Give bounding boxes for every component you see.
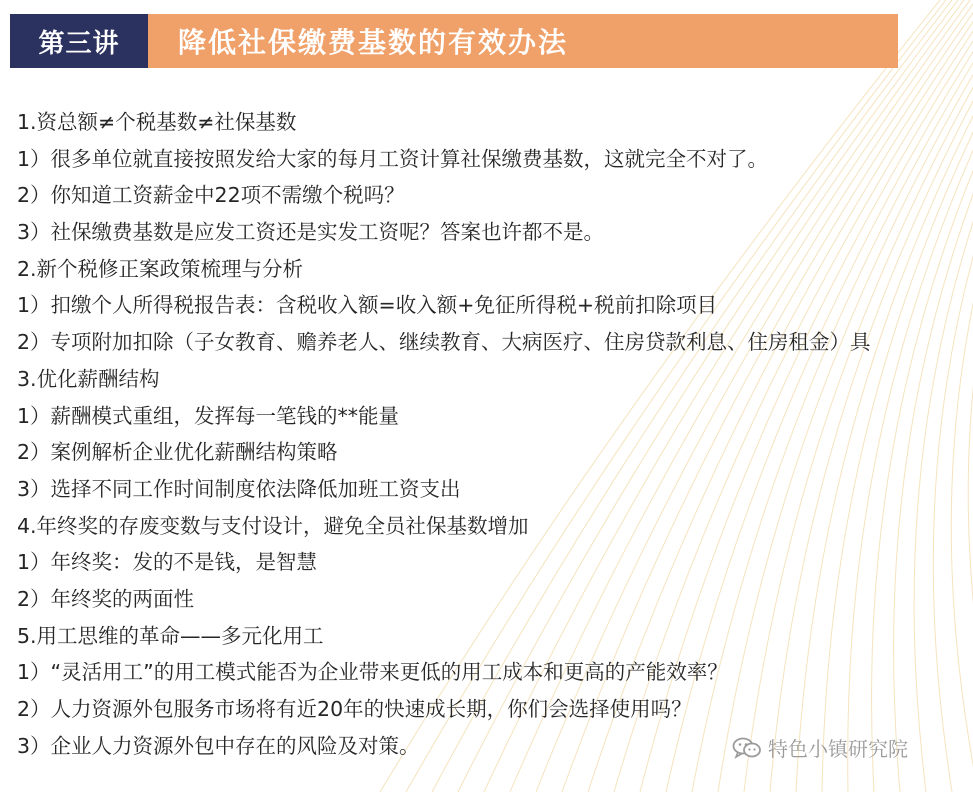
outline-line: 2）人力资源外包服务市场将有近20年的快速成长期，你们会选择使用吗？ [17, 697, 692, 721]
outline-line: 1）很多单位就直接按照发给大家的每月工资计算社保缴费基数，这就完全不对了。 [17, 146, 769, 171]
outline-line: 1）扣缴个人所得税报告表：含税收入额=收入额+免征所得税+税前扣除项目 [17, 293, 718, 318]
outline-line: 5.用工思维的革命——多元化用工 [17, 623, 324, 648]
lecture-header [10, 14, 898, 68]
outline-line: 2）专项附加扣除（子女教育、赡养老人、继续教育、大病医疗、住房贷款利息、住房租金）具 [17, 330, 871, 355]
outline-line: 1）薪酬模式重组，发挥每一笔钱的**能量 [17, 403, 400, 428]
outline-line: 2）案例解析企业优化薪酬结构策略 [17, 440, 338, 465]
watermark-text: 特色小镇研究院 [768, 737, 908, 761]
outline-line: 3）选择不同工作时间制度依法降低加班工资支出 [17, 476, 461, 501]
lecture-title: 降低社保缴费基数的有效办法 [148, 14, 898, 68]
outline-line: 3）企业人力资源外包中存在的风险及对策。 [17, 733, 420, 758]
outline-line: 3.优化薪酬结构 [17, 366, 160, 391]
outline-line: 1）年终奖：发的不是钱，是智慧 [17, 550, 318, 575]
watermark [732, 733, 908, 762]
outline-line: 1.资总额≠个税基数≠社保基数 [17, 110, 297, 134]
outline-line: 4.年终奖的存废变数与支付设计，避免全员社保基数增加 [17, 513, 529, 538]
outline-line: 1）“灵活用工”的用工模式能否为企业带来更低的用工成本和更高的产能效率？ [17, 660, 728, 685]
outline-content [17, 104, 973, 764]
outline-line: 2）你知道工资薪金中22项不需缴个税吗？ [17, 183, 405, 208]
outline-line: 2）年终奖的两面性 [17, 586, 195, 611]
outline-line: 3）社保缴费基数是应发工资还是实发工资呢？答案也许都不是。 [17, 220, 605, 245]
wechat-icon [732, 736, 762, 760]
outline-line: 2.新个税修正案政策梳理与分析 [17, 256, 304, 281]
lecture-number: 第三讲 [10, 14, 148, 68]
